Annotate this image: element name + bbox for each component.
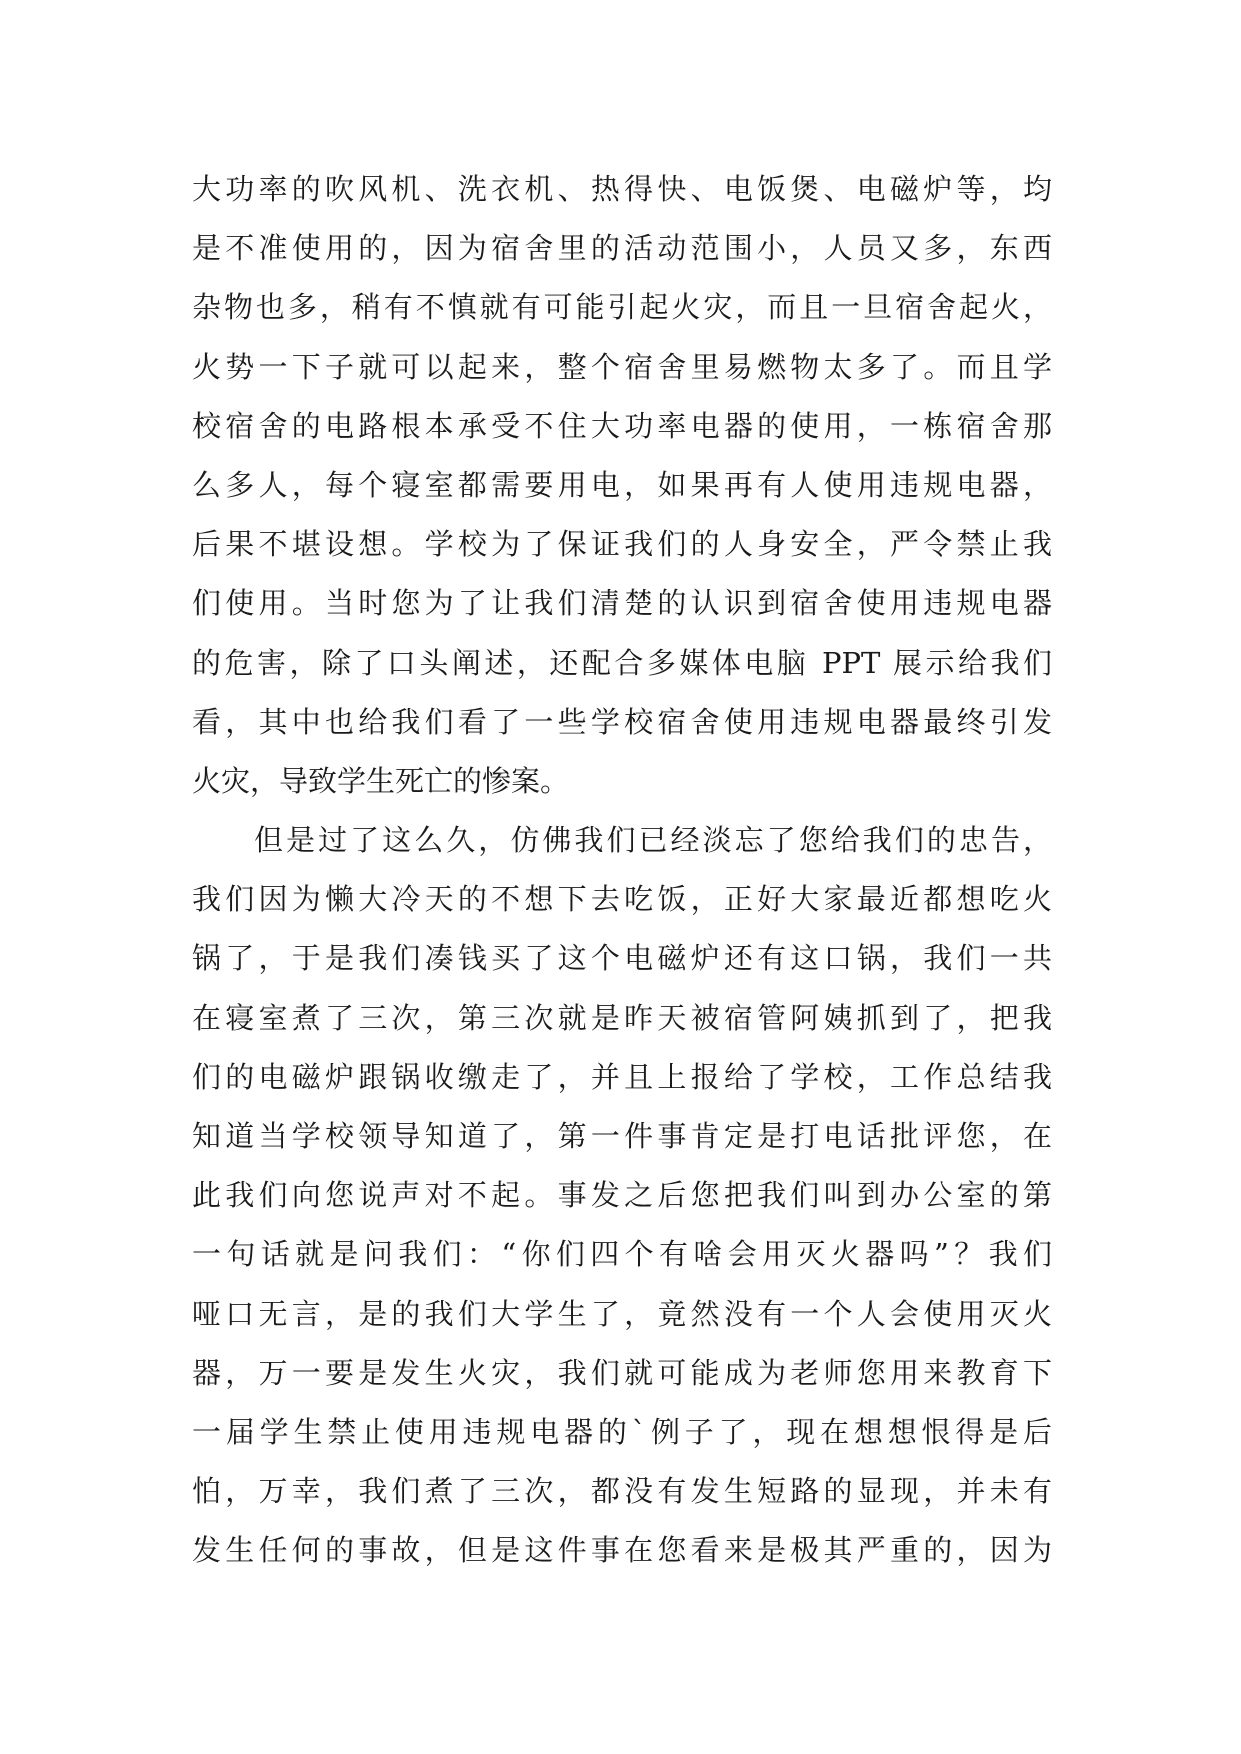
text-line: 发生任何的事故，但是这件事在您看来是极其严重的，因为 bbox=[192, 1533, 1052, 1568]
text-line: 看，其中也给我们看了一些学校宿舍使用违规电器最终引发 bbox=[192, 704, 1052, 739]
body-text bbox=[192, 160, 1052, 1581]
text-line: 杂物也多，稍有不慎就有可能引起火灾，而且一旦宿舍起火， bbox=[192, 290, 1052, 325]
text-line: 么多人，每个寝室都需要用电，如果再有人使用违规电器， bbox=[192, 467, 1052, 502]
text-line: 但是过了这么久，仿佛我们已经淡忘了您给我们的忠告， bbox=[254, 823, 1052, 858]
text-line: 校宿舍的电路根本承受不住大功率电器的使用，一栋宿舍那 bbox=[192, 408, 1052, 443]
text-line: 一届学生禁止使用违规电器的`例子了，现在想想恨得是后 bbox=[192, 1414, 1052, 1449]
text-line: 此我们向您说声对不起。事发之后您把我们叫到办公室的第 bbox=[192, 1178, 1052, 1213]
text-line: 知道当学校领导知道了，第一件事肯定是打电话批评您，在 bbox=[192, 1119, 1052, 1153]
text-line: 后果不堪设想。学校为了保证我们的人身安全，严令禁止我 bbox=[192, 527, 1052, 562]
text-line: 一句话就是问我们：“你们四个有啥会用灭火器吗”？我们 bbox=[192, 1237, 1052, 1272]
text-line: 怕，万幸，我们煮了三次，都没有发生短路的显现，并未有 bbox=[192, 1474, 1052, 1509]
text-line: 器，万一要是发生火灾，我们就可能成为老师您用来教育下 bbox=[192, 1355, 1052, 1390]
text-line: 们的电磁炉跟锅收缴走了，并且上报给了学校，工作总结我 bbox=[192, 1059, 1052, 1094]
text-line: 我们因为懒大冷天的不想下去吃饭，正好大家最近都想吃火 bbox=[192, 882, 1052, 917]
text-line: 大功率的吹风机、洗衣机、热得快、电饭煲、电磁炉等，均 bbox=[192, 172, 1052, 206]
text-line: 哑口无言，是的我们大学生了，竟然没有一个人会使用灭火 bbox=[192, 1296, 1052, 1331]
text-line: 火势一下子就可以起来，整个宿舍里易燃物太多了。而且学 bbox=[192, 349, 1052, 384]
text-line: 锅了，于是我们凑钱买了这个电磁炉还有这口锅，我们一共 bbox=[192, 941, 1052, 976]
text-line: 火灾，导致学生死亡的惨案。 bbox=[192, 763, 570, 798]
text-line: 在寝室煮了三次，第三次就是昨天被宿管阿姨抓到了，把我 bbox=[192, 1000, 1052, 1035]
text-line: 是不准使用的，因为宿舍里的活动范围小，人员又多，东西 bbox=[192, 231, 1052, 266]
text-line: 们使用。当时您为了让我们清楚的认识到宿舍使用违规电器 bbox=[192, 586, 1052, 621]
text-line: 的危害，除了口头阐述，还配合多媒体电脑 PPT 展示给我们 bbox=[192, 645, 1052, 680]
